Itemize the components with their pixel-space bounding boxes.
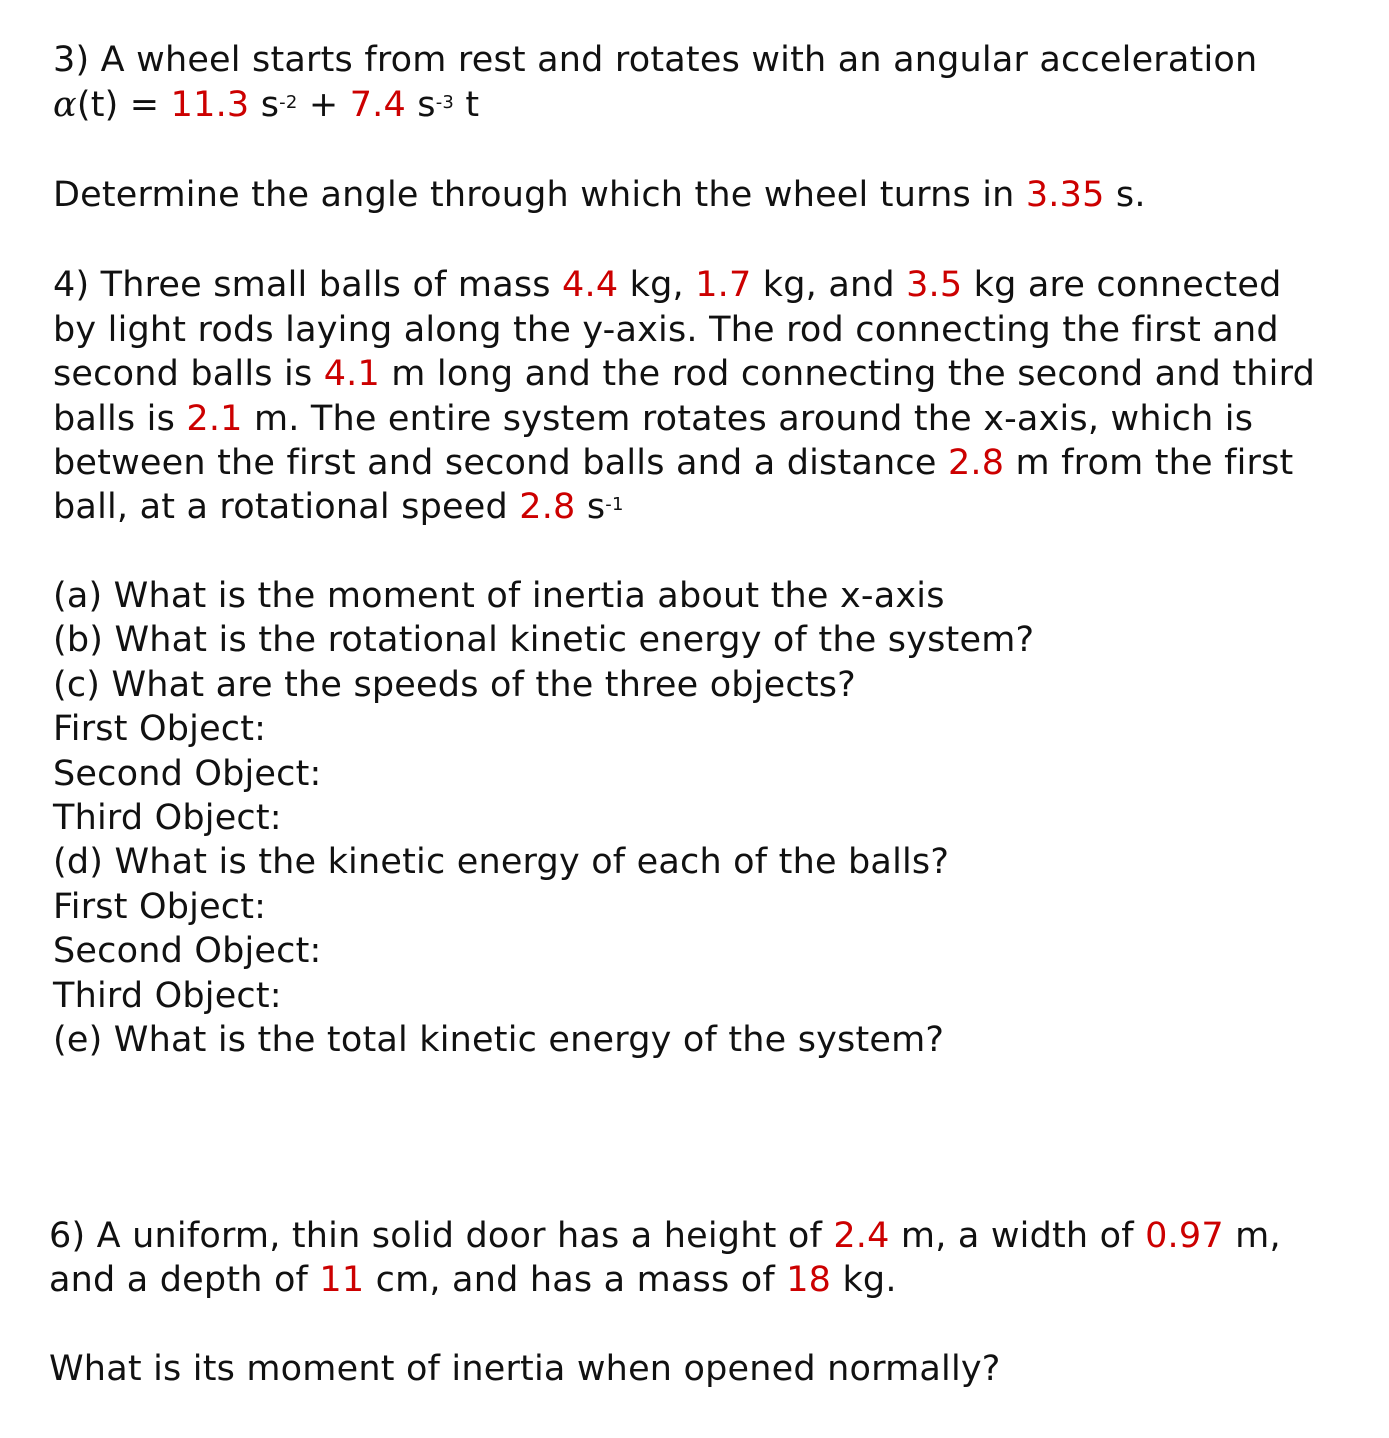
q3-coefficient-1: 11.3 <box>170 85 250 125</box>
q6-l1-text-b: m, a width of <box>889 1216 1146 1256</box>
q4-c-third-label: Third Object: <box>53 798 282 838</box>
q3-intro-text: 3) A wheel starts from rest and rotates with an angular acceleration <box>53 40 1258 80</box>
q3-time-value: 3.35 <box>1025 175 1105 215</box>
q4-mass-1: 4.4 <box>562 265 619 305</box>
q6-question-text: What is its moment of inertia when opened normally? <box>49 1349 1001 1389</box>
q4-part-e <box>53 1018 944 1062</box>
q6-door-width: 0.97 <box>1145 1216 1224 1256</box>
q4-line-2 <box>53 308 1279 352</box>
q6-l2-text-b: cm, and has a mass of <box>364 1260 787 1300</box>
q3-question-line <box>53 173 1146 217</box>
q3-coefficient-2: 7.4 <box>349 85 406 125</box>
q3-var-t: t <box>454 85 480 125</box>
q4-c-second-object <box>53 752 322 796</box>
q4-d-third-label: Third Object: <box>53 976 282 1016</box>
q4-c-first-label: First Object: <box>53 709 267 749</box>
q6-question-line <box>49 1347 1001 1391</box>
q4-c-third-object <box>53 796 282 840</box>
q4-d-second-object <box>53 929 322 973</box>
q4-speed-exponent: -1 <box>605 494 624 515</box>
q4-l3-text-a: second balls is <box>53 354 324 394</box>
q4-part-b-text: (b) What is the rotational kinetic energy of the system? <box>53 620 1035 660</box>
q6-l1-text-c: m, <box>1223 1216 1281 1256</box>
q4-d-first-label: First Object: <box>53 887 267 927</box>
alpha-arg: (t) = <box>76 85 171 125</box>
q4-part-d-text: (d) What is the kinetic energy of each of the balls? <box>53 842 950 882</box>
q4-mass-3: 3.5 <box>906 265 963 305</box>
q6-l2-text-a: and a depth of <box>49 1260 320 1300</box>
q4-l3-text-b: m long and the rod connecting the second and third <box>379 354 1315 394</box>
q6-line-2 <box>49 1258 897 1302</box>
q4-d-third-object <box>53 974 282 1018</box>
q4-l2-text: by light rods laying along the y-axis. The rod connecting the first and <box>53 310 1279 350</box>
q4-part-e-text: (e) What is the total kinetic energy of the system? <box>53 1020 945 1060</box>
q4-line-6 <box>53 485 624 529</box>
q4-part-c-text: (c) What are the speeds of the three objects? <box>53 665 856 705</box>
q4-l1-text-d: kg are connected <box>962 265 1282 305</box>
q3-plus: + <box>297 85 350 125</box>
q4-speed-unit: s <box>575 487 606 527</box>
q4-line-4 <box>53 397 1253 441</box>
q4-d-second-label: Second Object: <box>53 931 322 971</box>
q3-formula-line <box>53 83 479 127</box>
q3-exponent-1: -2 <box>279 92 298 113</box>
q3-question-end: s. <box>1104 175 1146 215</box>
q4-l4-text-b: m. The entire system rotates around the x-axis, which is <box>242 399 1254 439</box>
q4-d-first-object <box>53 885 266 929</box>
q4-rod-1-length: 4.1 <box>323 354 380 394</box>
q3-unit-1: s <box>249 85 280 125</box>
q4-c-first-object <box>53 707 266 751</box>
q4-part-c <box>53 663 856 707</box>
q4-rotational-speed: 2.8 <box>519 487 576 527</box>
q4-part-a <box>53 574 945 618</box>
q4-l5-text-a: between the first and second balls and a distance <box>53 443 948 483</box>
q6-door-mass: 18 <box>786 1260 832 1300</box>
q6-door-depth: 11 <box>319 1260 365 1300</box>
q4-l6-text-a: ball, at a rotational speed <box>53 487 520 527</box>
q4-l1-text-a: 4) Three small balls of mass <box>53 265 563 305</box>
q6-l1-text-a: 6) A uniform, thin solid door has a height of <box>49 1216 834 1256</box>
q4-axis-distance: 2.8 <box>947 443 1005 483</box>
q3-unit-2: s <box>405 85 436 125</box>
q4-line-1 <box>53 263 1282 307</box>
q4-line-3 <box>53 352 1315 396</box>
q4-l5-text-b: m from the first <box>1004 443 1294 483</box>
q4-l1-text-c: kg, and <box>751 265 907 305</box>
q4-part-b <box>53 618 1034 662</box>
q4-l1-text-b: kg, <box>618 265 696 305</box>
q4-line-5 <box>53 441 1293 485</box>
q4-rod-2-length: 2.1 <box>186 399 243 439</box>
q3-question-text: Determine the angle through which the wheel turns in <box>53 175 1026 215</box>
q4-part-d <box>53 840 949 884</box>
q6-door-height: 2.4 <box>833 1216 890 1256</box>
q3-intro-line <box>53 38 1257 82</box>
q6-line-1 <box>49 1214 1281 1258</box>
q4-l4-text-a: balls is <box>53 399 187 439</box>
q4-part-a-text: (a) What is the moment of inertia about the x-axis <box>53 576 945 616</box>
alpha-symbol: α <box>53 85 77 125</box>
q4-c-second-label: Second Object: <box>53 754 322 794</box>
q6-l2-text-c: kg. <box>831 1260 897 1300</box>
q3-exponent-2: -3 <box>435 92 455 113</box>
q4-mass-2: 1.7 <box>695 265 752 305</box>
